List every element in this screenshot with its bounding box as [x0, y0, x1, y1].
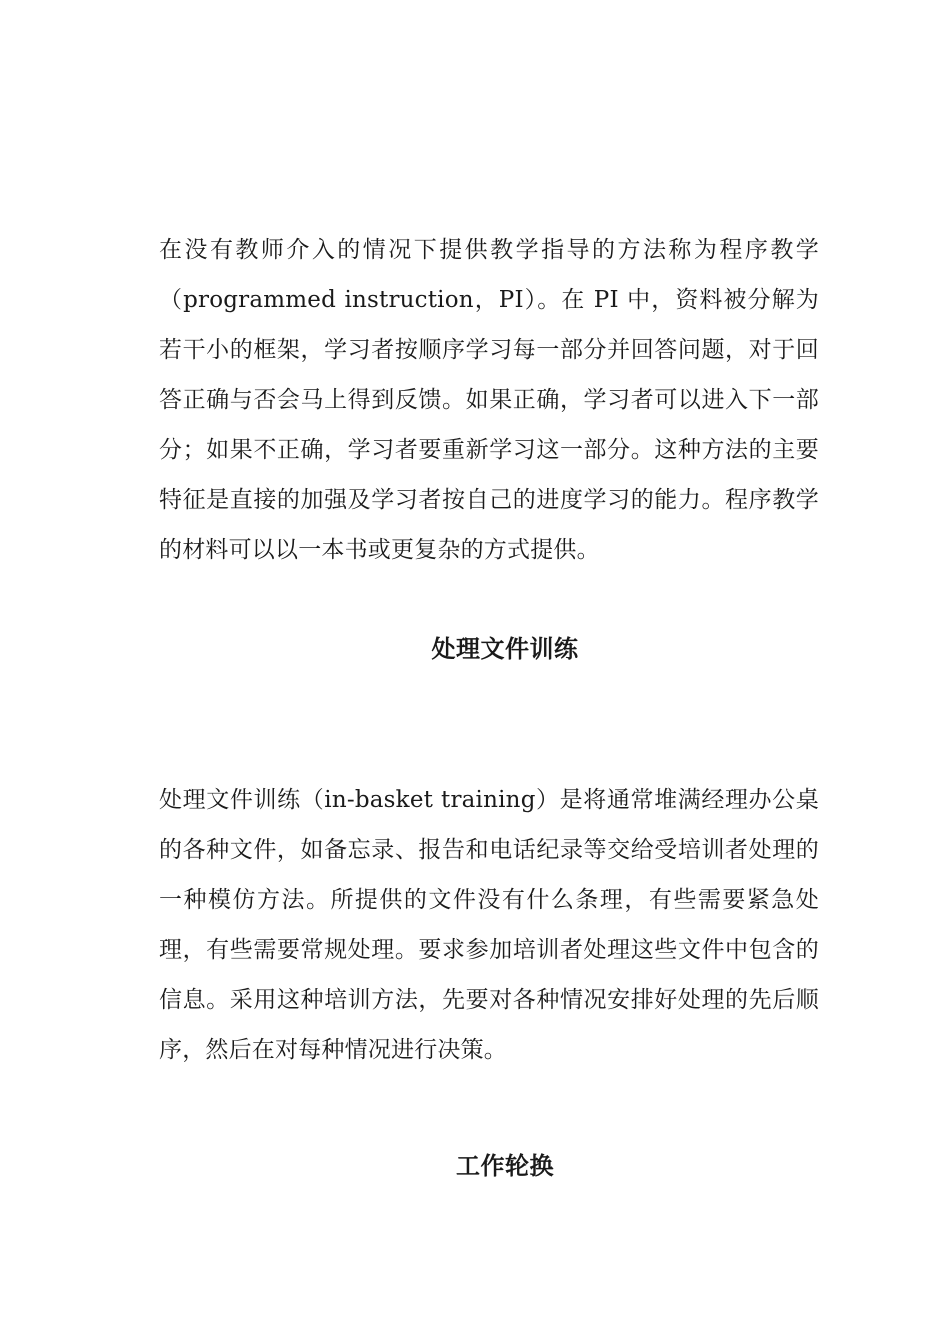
paragraph-in-basket-training: 处理文件训练（in-basket training）是将通常堆满经理办公桌的各种文件，如备忘录、报告和电话纪录等交给受培训者处理的一种模仿方法。所提供的文件没有什么条理，有些需要紧急处理，有些需要常规处理。要求参加培训者处理这些文件中包含的信息。采用这种培训方法，先要对各种情况安排好处理的先后顺序，然后在对每种情况进行决策。	[159, 787, 819, 1063]
section-heading-in-basket-training: 处理文件训练	[431, 634, 579, 663]
paragraph-programmed-instruction: 在没有教师介入的情况下提供教学指导的方法称为程序教学（programmed instruction，PI）。在 PI 中，资料被分解为若干小的框架，学习者按顺序学习每一部分并回答问题，对于回答正确与否会马上得到反馈。如果正确，学习者可以进入下一部分；如果不正确，学习者要重新学习这一部分。这种方法的主要特征是直接的加强及学习者按自己的进度学习的能力。程序教学的材料可以以一本书或更复杂的方式提供。	[159, 237, 819, 563]
section-heading-job-rotation: 工作轮换	[456, 1151, 554, 1180]
